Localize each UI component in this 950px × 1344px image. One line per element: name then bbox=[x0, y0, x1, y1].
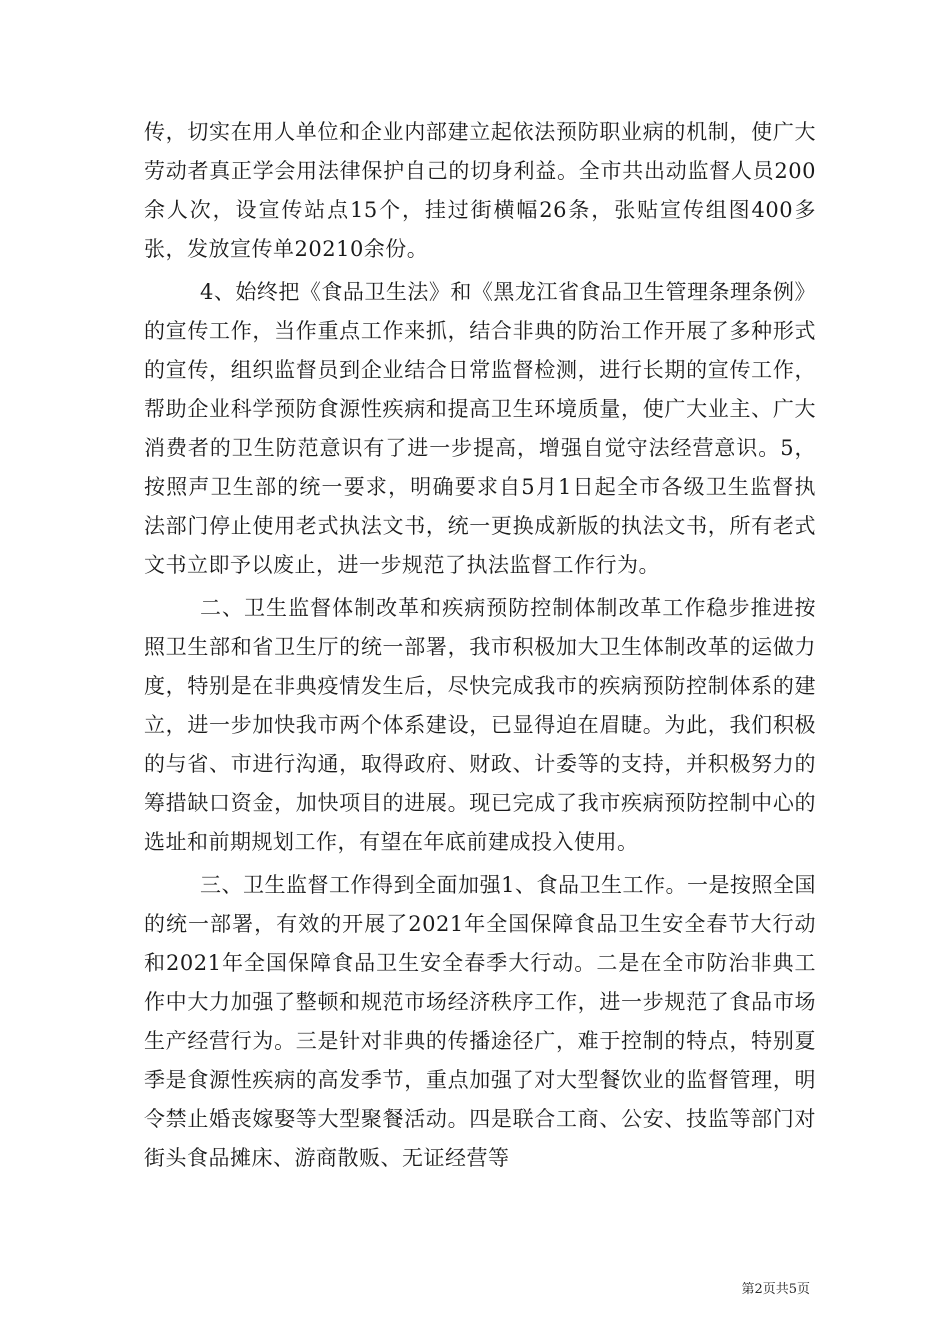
paragraph-food-hygiene-law: 4、始终把《食品卫生法》和《黑龙江省食品卫生管理条理条例》的宣传工作，当作重点工作来抓，结合非典的防治工作开展了多种形式的宣传，组织监督员到企业结合日常监督检测，进行长期的宣传工作，帮助企业科学预防食源性疾病和提高卫生环境质量，使广大业主、广大消费者的卫生防范意识有了进一步提高，增强自觉守法经营意识。5，按照声卫生部的统一要求，明确要求自5月1日起全市各级卫生监督执法部门停止使用老式执法文书，统一更换成新版的执法文书，所有老式文书立即予以废止，进一步规范了执法监督工作行为。 bbox=[144, 280, 816, 577]
page-number-footer: 第2页共5页 bbox=[741, 1282, 810, 1297]
paragraph-system-reform: 二、卫生监督体制改革和疾病预防控制体制改革工作稳步推进按照卫生部和省卫生厅的统一部署，我市积极加大卫生体制改革的运做力度，特别是在非典疫情发生后，尽快完成我市的疾病预防控制体系的建立，进一步加快我市两个体系建设，已显得迫在眉睫。为此，我们积极的与省、市进行沟通，取得政府、财政、计委等的支持，并积极努力的筹措缺口资金，加快项目的进展。现已完成了我市疾病预防控制中心的选址和前期规划工作，有望在年底前建成投入使用。 bbox=[144, 596, 816, 854]
document-body bbox=[144, 113, 816, 1178]
paragraph-supervision-strengthened: 三、卫生监督工作得到全面加强1、食品卫生工作。一是按照全国的统一部署，有效的开展了2021年全国保障食品卫生安全春节大行动和2021年全国保障食品卫生安全春季大行动。二是在全市防治非典工作中大力加强了整顿和规范市场经济秩序工作，进一步规范了食品市场生产经营行为。三是针对非典的传播途径广，难于控制的特点，特别夏季是食源性疾病的高发季节，重点加强了对大型餐饮业的监督管理，明令禁止婚丧嫁娶等大型聚餐活动。四是联合工商、公安、技监等部门对街头食品摊床、游商散贩、无证经营等 bbox=[144, 873, 816, 1170]
paragraph-continuation: 传，切实在用人单位和企业内部建立起依法预防职业病的机制，使广大劳动者真正学会用法律保护自己的切身利益。全市共出动监督人员200余人次，设宣传站点15个，挂过街横幅26条，张贴宣传组图400多张，发放宣传单20210余份。 bbox=[144, 120, 816, 261]
